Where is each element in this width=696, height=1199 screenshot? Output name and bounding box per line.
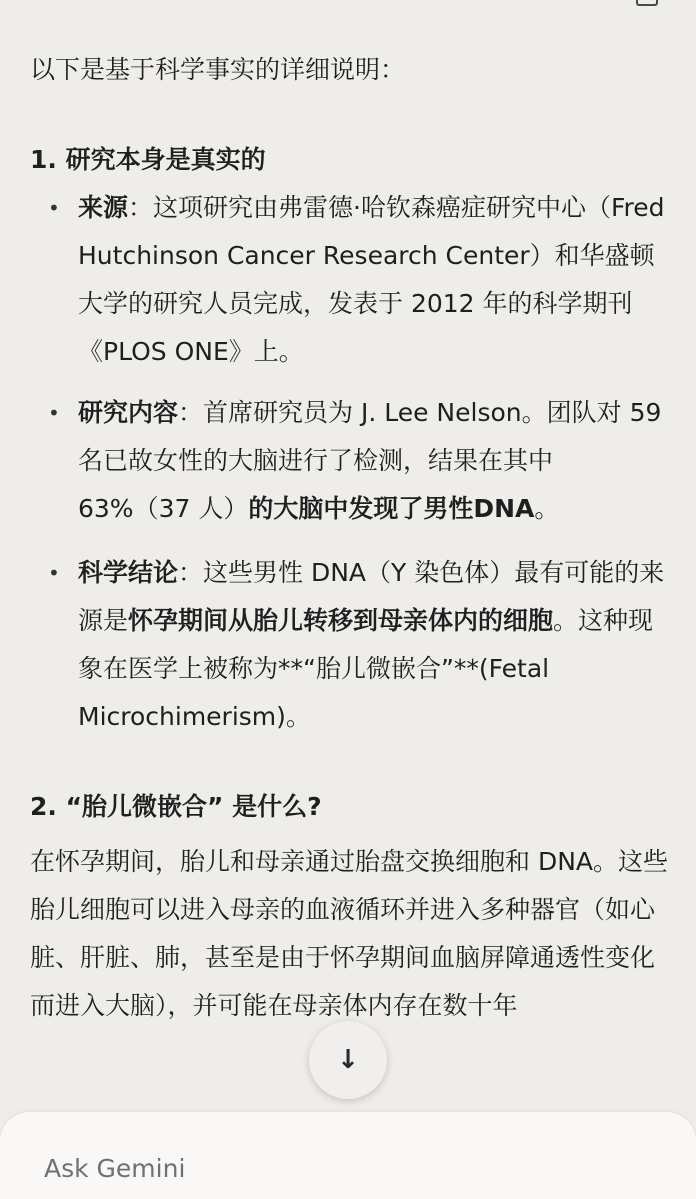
arrow-down-icon: ↓	[337, 1045, 359, 1075]
bullet-text: ：这些男性 DNA（Y 染色体）最有可能的来源是	[78, 558, 665, 635]
scroll-to-bottom-button[interactable]	[309, 1021, 387, 1099]
top-corner-icon	[636, 0, 658, 6]
bullet-dot: •	[48, 401, 60, 425]
section-1-heading: 1. 研究本身是真实的	[30, 145, 266, 174]
bullet-tail: 。	[534, 494, 560, 523]
bullet-tail: 。这种现象在医学上被称为**“胎儿微嵌合”**(Fetal Microchimerism)。	[78, 606, 654, 731]
bullet-conclusion	[30, 549, 670, 741]
bullet-label: 来源	[78, 193, 129, 222]
section-2-paragraph: 在怀孕期间，胎儿和母亲通过胎盘交换细胞和 DNA。这些胎儿细胞可以进入母亲的血液循环并进入多种器官（如心脏、肝脏、肺，甚至是由于怀孕期间血脑屏障通透性变化而进入大脑），并可能在母亲体内存在数十年	[30, 847, 669, 1020]
bullet-label: 研究内容	[78, 398, 179, 427]
bullet-bold-text: 怀孕期间从胎儿转移到母亲体内的细胞	[128, 606, 554, 635]
bullet-source	[30, 184, 670, 376]
bullet-research-content	[30, 389, 670, 533]
bullet-dot: •	[48, 561, 60, 585]
intro-text: 以下是基于科学事实的详细说明：	[30, 55, 406, 84]
bullet-text: ：首席研究员为 J. Lee Nelson。团队对 59 名已故女性的大脑进行了检测，结果在其中 63%（37 人）	[78, 398, 662, 523]
bullet-dot: •	[48, 196, 60, 220]
bullet-bold-text: 的大脑中发现了男性DNA	[248, 494, 535, 523]
section-2-heading: 2. “胎儿微嵌合” 是什么?	[30, 792, 322, 821]
bullet-text: ：这项研究由弗雷德·哈钦森癌症研究中心（Fred Hutchinson Cancer Research Center）和华盛顿大学的研究人员完成，发表于 2012 年的科学期刊《PLOS ONE》上。	[78, 193, 665, 366]
composer-bar	[0, 1112, 696, 1199]
ask-gemini-input[interactable]	[44, 1154, 644, 1183]
bullet-label: 科学结论	[78, 558, 179, 587]
